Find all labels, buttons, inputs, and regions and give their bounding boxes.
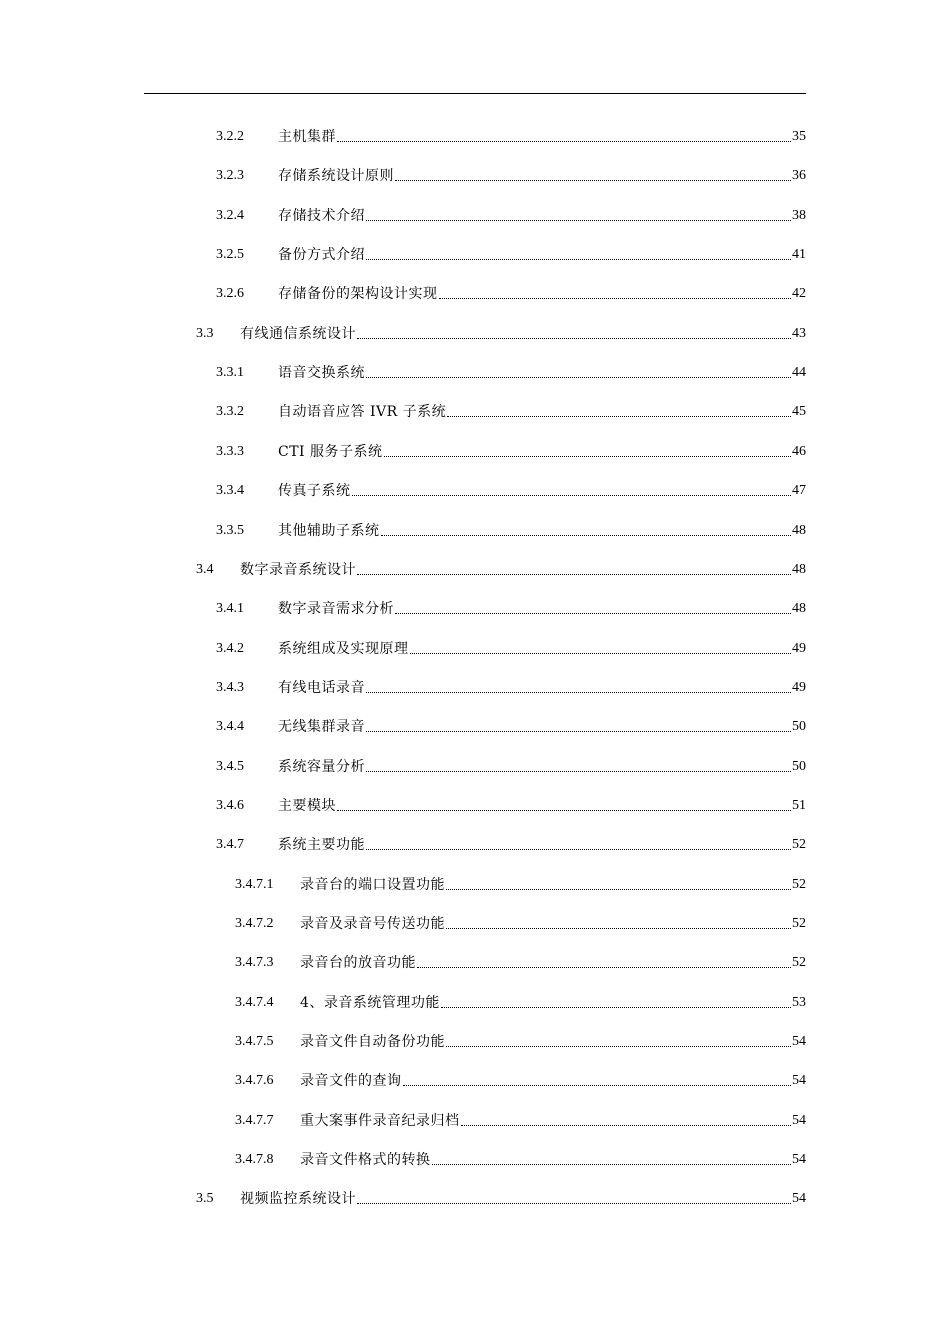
toc-entry-page-number: 49 xyxy=(792,679,806,695)
toc-entry-page-number: 54 xyxy=(792,1112,806,1128)
toc-entry[interactable] xyxy=(235,1029,806,1051)
toc-entry-page-number: 48 xyxy=(792,601,806,617)
toc-entry-page-number: 54 xyxy=(792,1034,806,1050)
toc-dot-leader xyxy=(395,180,791,181)
toc-entry-page-number: 54 xyxy=(792,1152,806,1168)
toc-dot-leader xyxy=(384,456,791,457)
toc-dot-leader xyxy=(366,771,791,772)
toc-entry-page-number: 50 xyxy=(792,758,806,774)
toc-entry-title: 主机集群 xyxy=(278,129,336,145)
toc-entry[interactable] xyxy=(196,1186,806,1208)
toc-entry-title: 语音交换系统 xyxy=(278,365,365,382)
toc-entry[interactable] xyxy=(216,636,806,658)
toc-entry-page-number: 42 xyxy=(792,286,806,302)
toc-entry-number: 3.3.2 xyxy=(216,404,244,420)
toc-entry[interactable] xyxy=(216,439,806,461)
toc-entry-page-number: 50 xyxy=(792,719,806,735)
toc-entry[interactable] xyxy=(235,911,806,933)
toc-entry-number: 3.2.4 xyxy=(216,207,244,223)
toc-entry-title: 其他辅助子系统 xyxy=(278,522,380,539)
toc-entry-page-number: 44 xyxy=(792,365,806,381)
toc-entry-page-number: 41 xyxy=(792,247,806,263)
toc-entry-title: 录音台的放音功能 xyxy=(300,955,416,972)
toc-entry[interactable] xyxy=(235,1147,806,1169)
toc-entry-number: 3.4.7.6 xyxy=(235,1073,274,1089)
toc-dot-leader xyxy=(366,731,791,732)
toc-dot-leader xyxy=(337,141,791,142)
toc-entry-title: 有线通信系统设计 xyxy=(240,325,356,342)
toc-entry-page-number: 54 xyxy=(792,1073,806,1089)
toc-dot-leader xyxy=(417,967,791,968)
toc-dot-leader xyxy=(337,810,791,811)
toc-entry[interactable] xyxy=(216,596,806,618)
toc-entry-title: 录音台的端口设置功能 xyxy=(300,876,445,893)
toc-dot-leader xyxy=(439,298,792,299)
toc-dot-leader xyxy=(461,1125,792,1126)
toc-entry-title: 数字录音需求分析 xyxy=(278,601,394,618)
toc-entry-page-number: 52 xyxy=(792,876,806,892)
toc-entry-title: 无线集群录音 xyxy=(278,719,365,736)
toc-entry-title: 存储系统设计原则 xyxy=(278,168,394,185)
toc-entry[interactable] xyxy=(216,163,806,185)
toc-dot-leader xyxy=(381,535,792,536)
toc-entry-title: 有线电话录音 xyxy=(278,679,365,696)
toc-entry-number: 3.3.4 xyxy=(216,483,244,499)
toc-entry-page-number: 48 xyxy=(792,561,806,577)
toc-entry-page-number: 52 xyxy=(792,955,806,971)
toc-entry-number: 3.4.7.1 xyxy=(235,876,274,892)
toc-entry-number: 3.5 xyxy=(196,1191,214,1207)
toc-entry[interactable] xyxy=(235,872,806,894)
toc-dot-leader xyxy=(366,220,791,221)
toc-entry[interactable] xyxy=(216,793,806,815)
toc-entry-title: CTI 服务子系统 xyxy=(278,443,383,460)
toc-entry-page-number: 46 xyxy=(792,443,806,459)
toc-entry-number: 3.3.3 xyxy=(216,443,244,459)
toc-entry[interactable] xyxy=(196,557,806,579)
toc-entry-title: 数字录音系统设计 xyxy=(240,561,356,578)
toc-dot-leader xyxy=(395,613,791,614)
toc-entry-number: 3.4.7.2 xyxy=(235,916,274,931)
toc-entry-number: 3.4.7.5 xyxy=(235,1034,274,1050)
toc-dot-leader xyxy=(446,928,791,929)
toc-entry-title: 录音文件的查询 xyxy=(300,1073,402,1090)
toc-entry-title: 录音及录音号传送功能 xyxy=(300,916,445,932)
toc-entry[interactable] xyxy=(216,124,806,146)
toc-entry-number: 3.4.4 xyxy=(216,719,244,735)
toc-entry[interactable] xyxy=(216,754,806,776)
toc-entry-number: 3.4.7 xyxy=(216,837,244,853)
toc-dot-leader xyxy=(410,653,792,654)
toc-entry[interactable] xyxy=(216,714,806,736)
toc-entry-number: 3.4.7.8 xyxy=(235,1152,274,1168)
toc-dot-leader xyxy=(366,849,791,850)
toc-entry-number: 3.3.5 xyxy=(216,522,244,538)
toc-entry-title: 主要模块 xyxy=(278,797,336,814)
toc-entry-page-number: 52 xyxy=(792,837,806,853)
toc-entry-page-number: 36 xyxy=(792,168,806,184)
toc-entry[interactable] xyxy=(196,321,806,343)
toc-entry[interactable] xyxy=(216,675,806,697)
toc-dot-leader xyxy=(447,416,791,417)
toc-entry-title: 自动语音应答 IVR 子系统 xyxy=(278,404,447,421)
toc-entry-number: 3.4.5 xyxy=(216,758,244,774)
toc-entry-page-number: 49 xyxy=(792,640,806,656)
toc-entry-number: 3.4 xyxy=(196,561,214,577)
toc-entry-title: 存储技术介绍 xyxy=(278,207,365,224)
toc-entry[interactable] xyxy=(216,281,806,303)
toc-entry-title: 重大案事件录音纪录归档 xyxy=(300,1112,460,1129)
toc-entry[interactable] xyxy=(216,242,806,264)
toc-entry-page-number: 35 xyxy=(792,129,806,144)
toc-dot-leader xyxy=(366,692,791,693)
toc-entry-page-number: 53 xyxy=(792,994,806,1010)
toc-entry-number: 3.4.6 xyxy=(216,797,244,813)
toc-entry-title: 视频监控系统设计 xyxy=(240,1191,356,1208)
toc-entry-number: 3.3 xyxy=(196,325,214,341)
toc-dot-leader xyxy=(352,495,792,496)
toc-entry[interactable] xyxy=(216,399,806,421)
toc-entry[interactable] xyxy=(235,950,806,972)
toc-dot-leader xyxy=(357,574,791,575)
toc-entry[interactable] xyxy=(216,518,806,540)
toc-entry-page-number: 38 xyxy=(792,207,806,223)
toc-entry[interactable] xyxy=(235,990,806,1012)
toc-entry-number: 3.4.1 xyxy=(216,601,244,617)
toc-entry-title: 备份方式介绍 xyxy=(278,247,365,264)
toc-entry-title: 系统主要功能 xyxy=(278,837,365,854)
toc-entry-title: 4、录音系统管理功能 xyxy=(300,994,440,1011)
toc-entry[interactable] xyxy=(235,1108,806,1130)
toc-entry-page-number: 51 xyxy=(792,797,806,813)
toc-entry-number: 3.3.1 xyxy=(216,365,244,381)
toc-dot-leader xyxy=(403,1085,792,1086)
header-rule xyxy=(144,93,806,94)
toc-dot-leader xyxy=(441,1007,791,1008)
toc-entry-number: 3.4.7.3 xyxy=(235,955,274,971)
toc-entry[interactable] xyxy=(216,832,806,854)
toc-dot-leader xyxy=(446,889,791,890)
toc-dot-leader xyxy=(357,338,791,339)
toc-dot-leader xyxy=(366,377,791,378)
toc-entry-number: 3.4.2 xyxy=(216,640,244,656)
toc-entry[interactable] xyxy=(216,360,806,382)
toc-entry[interactable] xyxy=(235,1068,806,1090)
toc-entry-page-number: 47 xyxy=(792,483,806,499)
toc-entry-title: 传真子系统 xyxy=(278,483,351,500)
toc-entry-page-number: 48 xyxy=(792,522,806,538)
toc-entry[interactable] xyxy=(216,478,806,500)
toc-dot-leader xyxy=(366,259,791,260)
toc-dot-leader xyxy=(446,1046,791,1047)
toc-entry-title: 系统容量分析 xyxy=(278,758,365,775)
toc-entry-title: 录音文件格式的转换 xyxy=(300,1152,431,1169)
toc-entry-title: 录音文件自动备份功能 xyxy=(300,1034,445,1051)
toc-entry-page-number: 45 xyxy=(792,404,806,420)
toc-entry-page-number: 52 xyxy=(792,916,806,931)
toc-entry-number: 3.2.5 xyxy=(216,247,244,263)
toc-dot-leader xyxy=(432,1164,792,1165)
toc-entry-number: 3.2.3 xyxy=(216,168,244,184)
toc-entry-title: 存储备份的架构设计实现 xyxy=(278,286,438,303)
toc-entry-number: 3.4.7.4 xyxy=(235,994,274,1010)
toc-entry-page-number: 54 xyxy=(792,1191,806,1207)
toc-entry-number: 3.4.3 xyxy=(216,679,244,695)
toc-entry-page-number: 43 xyxy=(792,325,806,341)
toc-entry-number: 3.4.7.7 xyxy=(235,1112,274,1128)
toc-entry[interactable] xyxy=(216,203,806,225)
toc-dot-leader xyxy=(357,1203,791,1204)
toc-entry-title: 系统组成及实现原理 xyxy=(278,640,409,657)
toc-entry-number: 3.2.2 xyxy=(216,129,244,144)
toc-entry-number: 3.2.6 xyxy=(216,286,244,302)
